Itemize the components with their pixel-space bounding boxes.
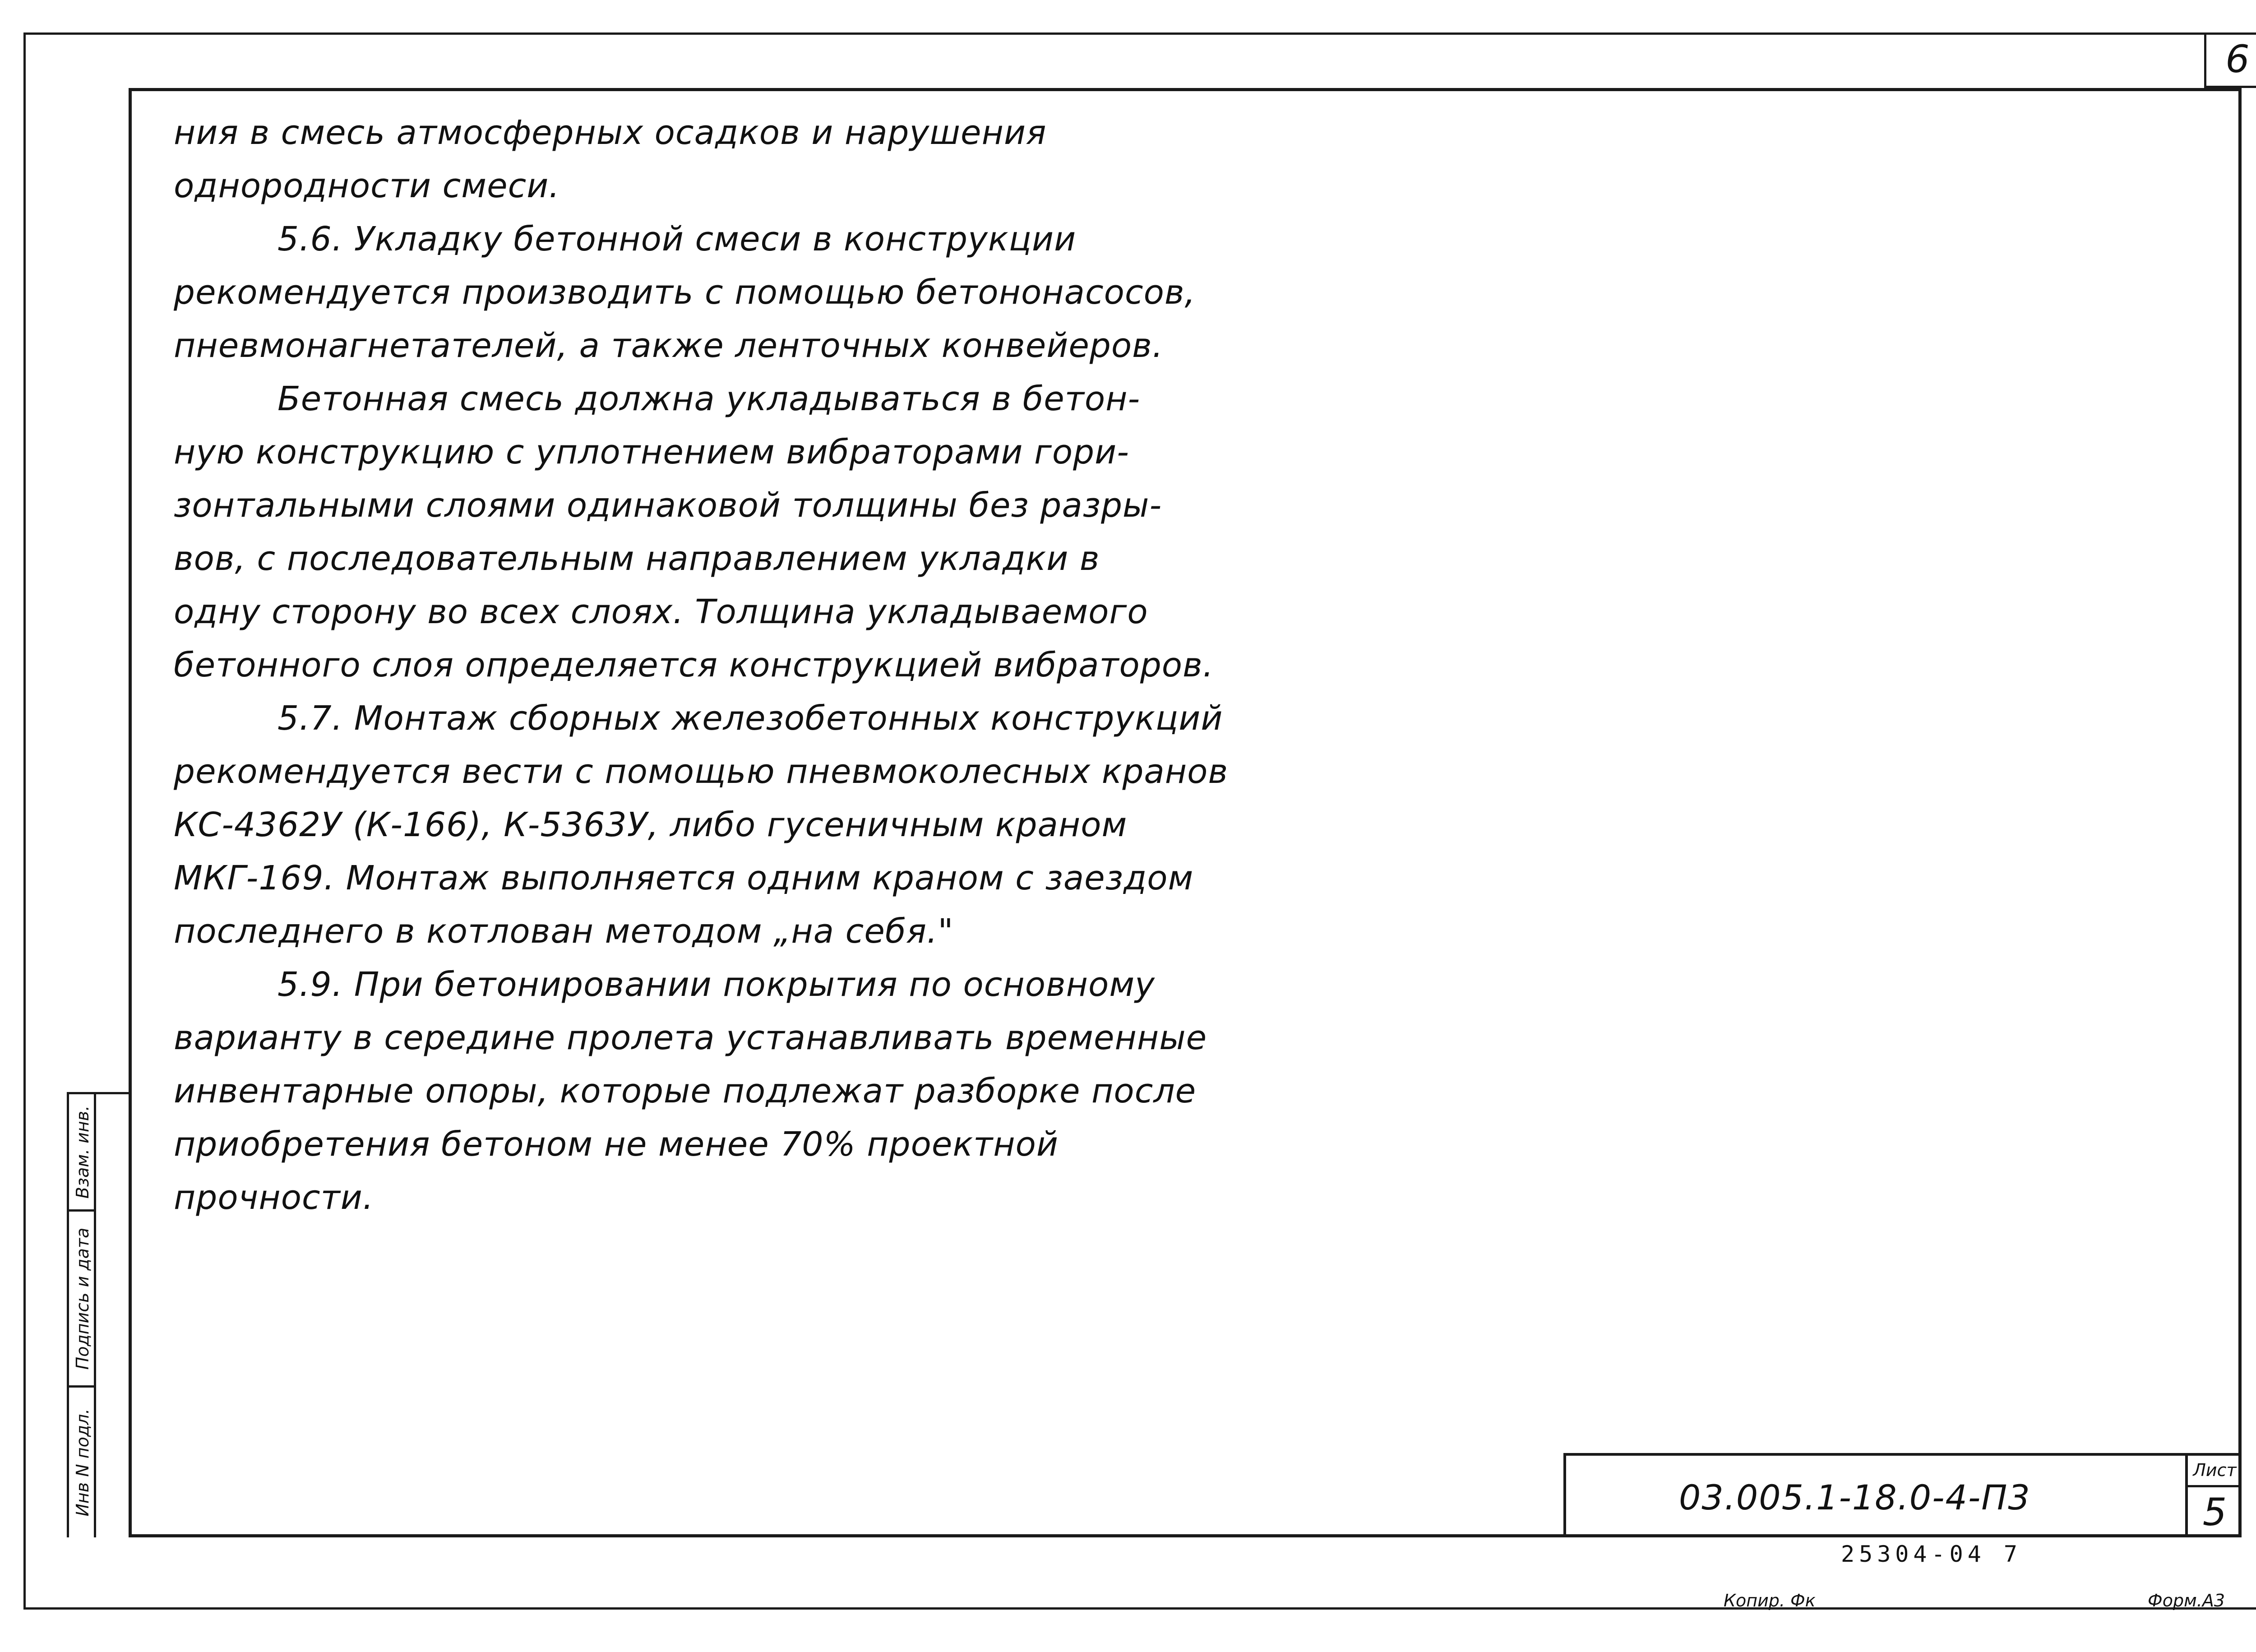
text-line: рекомендуется вести с помощью пневмоколесных кранов [174,752,1229,791]
text-line: Бетонная смесь должна укладываться в бетон- [277,379,1141,418]
signature-date-cell [69,1212,96,1388]
replaced-inv-cell [69,1094,96,1212]
text-line: варианту в середине пролета устанавливать временные [174,1018,1207,1057]
text-line: бетонного слоя определяется конструкцией вибраторов. [174,646,1214,685]
format-note: Форм.А3 [2148,1591,2225,1610]
text-line: зонтальными слоями одинаковой толщины без разры- [174,486,1162,525]
section-5-7-heading: 5.7. Монтаж сборных железобетонных конструкций [277,699,1223,738]
text-line: одну сторону во всех слоях. Толщина укладываемого [174,592,1148,631]
sheet-number: 5 [2202,1490,2227,1534]
text-line: инвентарные опоры, которые подлежат разборке после [174,1072,1197,1111]
archive-number: 25304-04 7 [1841,1541,2022,1567]
section-5-6-heading: 5.6. Укладку бетонной смеси в конструкции [277,220,1077,259]
document-code: 03.005.1-18.0-4-П3 [1679,1477,2031,1518]
inv-no-label: Инв N подл. [73,1408,92,1517]
text-line: однородности смеси. [174,167,560,205]
text-line: последнего в котлован методом „на себя." [174,912,954,951]
text-line: КС-4362У (К-166), К-5363У, либо гусеничным краном [174,805,1128,844]
text-line: ния в смесь атмосферных осадков и нарушения [174,113,1047,152]
page-number: 6 [2204,32,2256,88]
text-line: пневмонагнетателей, а также ленточных конвейеров. [174,326,1164,365]
inv-no-cell [69,1388,96,1537]
side-stamp-column [69,1094,96,1537]
side-stamp [67,1092,129,1537]
sheet-label: Лист [2188,1456,2242,1487]
copy-note: Копир. Фк [1724,1591,1816,1610]
text-line: вов, с последовательным направлением укладки в [174,539,1100,578]
title-block [1563,1453,2242,1537]
text-line: прочности. [174,1178,374,1217]
text-line: приобретения бетоном не менее 70% проектной [174,1125,1059,1164]
sheet-box [2185,1456,2242,1537]
text-line: МКГ-169. Монтаж выполняется одним краном с заездом [174,859,1194,898]
text-line: ную конструкцию с уплотнением вибраторами гори- [174,433,1129,472]
signature-date-label: Подпись и дата [73,1227,92,1370]
replaced-inv-label: Взам. инв. [73,1105,92,1199]
document-body [174,106,1257,1224]
text-line: рекомендуется производить с помощью бетононасосов, [174,273,1196,312]
section-5-9-heading: 5.9. При бетонировании покрытия по основному [277,965,1155,1004]
